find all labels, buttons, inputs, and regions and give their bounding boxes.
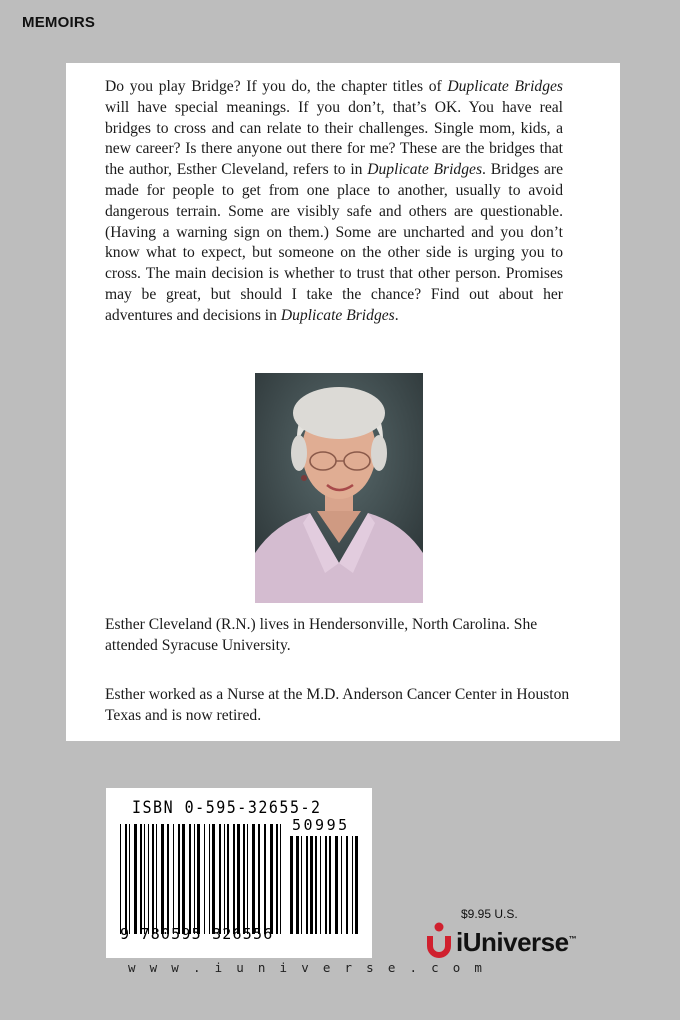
barcode-bar [243, 824, 245, 934]
ean-barcode [120, 824, 286, 934]
barcode-bar [341, 836, 342, 934]
book-title: Duplicate Bridges [447, 78, 563, 95]
barcode-bar [209, 824, 210, 934]
barcode-bar [197, 824, 200, 934]
barcode-bar [224, 824, 225, 934]
barcode-bar [320, 836, 321, 934]
barcode-bar [252, 824, 255, 934]
barcode-box [106, 788, 372, 958]
barcode-bar [173, 824, 174, 934]
price: $9.95 U.S. [461, 907, 518, 921]
book-title: Duplicate Bridges [367, 161, 483, 179]
trademark-mark: ™ [568, 934, 577, 944]
author-photo [255, 373, 423, 603]
barcode-bar [212, 824, 215, 934]
barcode-bar [144, 824, 145, 934]
book-blurb: Do you play Bridge? If you do, the chapter titles of Duplicate Bridges will have special meanings. If you don’t, that’s OK. You have real bridges to cross and can relate to their challenges. Single mom, kids, a new career? Is there anyone out there for me? These are the bridges that the author, Esther Cleveland, refers to in Duplicate Bridges. Bridges are made for people to get from one place to another, usually to avoid dangerous terrain. Some are visibly safe and others are questionable. (Having a warning sign on them.) Some are uncharted and you don’t know what to expect, but someone on the other side is urging you to cross. The main decision is whether to trust that other person. Promises may be great, but should I take the chance? Find out about her adventures and decisions in Duplicate Bridges. [105, 78, 564, 324]
barcode-bar [129, 824, 130, 934]
barcode-bar [352, 836, 353, 934]
barcode-bar [290, 836, 293, 934]
barcode-bar [306, 836, 308, 934]
barcode-bar [120, 824, 121, 934]
barcode-bar [270, 824, 273, 934]
barcode-bar [335, 836, 338, 934]
barcode-bar [148, 824, 149, 934]
publisher-name: iUniverse [456, 927, 569, 957]
category-label: MEMOIRS [22, 14, 96, 31]
barcode-bar [125, 824, 127, 934]
barcode-bar [219, 824, 221, 934]
book-title: Duplicate Bridges [280, 306, 395, 324]
barcode-bar [204, 824, 205, 934]
barcode-bar [276, 824, 278, 934]
barcode-bar [233, 824, 235, 934]
ean-digits: 9 780595 326556 [120, 925, 274, 943]
barcode-bar [134, 824, 137, 934]
barcode-bar [325, 836, 327, 934]
barcode-bar [247, 824, 248, 934]
barcode-bar [161, 824, 164, 934]
barcode-bar [280, 824, 281, 934]
barcode-bar [355, 836, 358, 934]
barcode-bar [152, 824, 154, 934]
barcode-bar [178, 824, 180, 934]
barcode-bar [182, 824, 185, 934]
barcode-bar [167, 824, 169, 934]
barcode-bar [346, 836, 348, 934]
back-cover-panel [66, 63, 620, 741]
author-career: Esther worked as a Nurse at the M.D. Anderson Cancer Center in Houston Texas and is now retired. [105, 686, 570, 724]
barcode-bar [258, 824, 260, 934]
publisher-logo [424, 922, 594, 964]
barcode-bar [156, 824, 157, 934]
barcode-bar [189, 824, 191, 934]
addon-barcode [290, 836, 358, 934]
barcode-bar [329, 836, 331, 934]
barcode-bar [264, 824, 266, 934]
barcode-bar [296, 836, 299, 934]
barcode-bar [140, 824, 142, 934]
price-code: 50995 [292, 816, 350, 834]
barcode-bar [227, 824, 229, 934]
isbn-label: ISBN 0-595-32655-2 [132, 796, 322, 818]
barcode-bar [310, 836, 313, 934]
author-bio: Esther Cleveland (R.N.) lives in Hendersonville, North Carolina. She attended Syracuse University. [105, 616, 538, 654]
barcode-bar [237, 824, 240, 934]
iuniverse-logo-icon [424, 922, 456, 964]
barcode-bar [315, 836, 317, 934]
barcode-bar [194, 824, 195, 934]
barcode-bar [301, 836, 302, 934]
website-url: w w w . i u n i v e r s e . c o m [128, 960, 486, 975]
